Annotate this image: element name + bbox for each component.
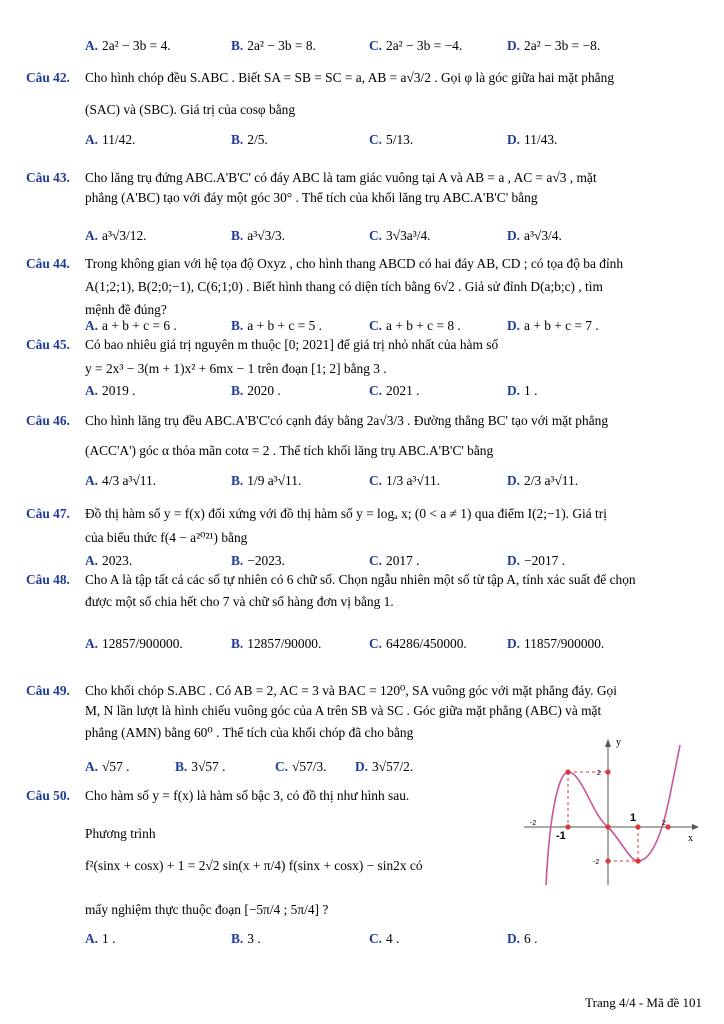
option-d: a + b + c = 7 . bbox=[524, 318, 599, 333]
option-c: 1/3 a³√11. bbox=[386, 473, 441, 488]
question-text: phẳng (AMN) bằng 60⁰ . Thể tích của khối chóp đã cho bằng bbox=[85, 725, 414, 740]
question-text: Cho khối chóp S.ABC . Có AB = 2, AC = 3 và BAC = 120⁰, SA vuông góc với mặt phẳng đáy. Gọi bbox=[85, 683, 617, 698]
question-label: Câu 44. bbox=[26, 256, 70, 271]
question-text: A(1;2;1), B(2;0;−1), C(6;1;0) . Biết hình thang có diện tích bằng 6√2 . Giả sử đỉnh D(a;b;c) , tìm bbox=[85, 279, 603, 294]
option-b: −2023. bbox=[247, 553, 285, 568]
option-d: 2/3 a³√11. bbox=[524, 473, 579, 488]
question-label: Câu 43. bbox=[26, 170, 70, 185]
tick-x-2: 2 bbox=[662, 820, 666, 827]
option-c: a + b + c = 8 . bbox=[386, 318, 461, 333]
option-b: 3 . bbox=[247, 931, 261, 946]
tick-y-2: 2 bbox=[597, 770, 601, 777]
question-label: Câu 45. bbox=[26, 337, 70, 352]
top-option-a: 2a² − 3b = 4. bbox=[102, 38, 171, 53]
graph-point bbox=[605, 769, 610, 774]
option-d: −2017 . bbox=[524, 553, 566, 568]
question-label: Câu 47. bbox=[26, 506, 70, 521]
answer-options: A. 2019 . B. 2020 . C. 2021 . D. 1 . bbox=[85, 383, 538, 398]
option-b: 2/5. bbox=[247, 132, 268, 147]
option-c: 5/13. bbox=[386, 132, 414, 147]
question-43 bbox=[26, 170, 704, 260]
option-d: a³√3/4. bbox=[524, 228, 562, 243]
question-text: Cho hình lăng trụ đều ABC.A'B'C'có cạnh đáy bằng 2a√3/3 . Đường thẳng BC' tạo với mặt phẳng bbox=[85, 413, 609, 428]
answer-options: A. √57 . B. 3√57 . C. √57/3. D. 3√57/2. bbox=[85, 759, 414, 774]
question-46 bbox=[26, 413, 704, 503]
option-a: 4/3 a³√11. bbox=[102, 473, 157, 488]
question-text: Đồ thị hàm số y = f(x) đối xứng với đồ thị hàm số y = logₐ x; (0 < a ≠ 1) qua điểm I(2;−1). Giá trị bbox=[85, 506, 607, 521]
question-44 bbox=[26, 256, 704, 336]
question-42 bbox=[26, 70, 704, 170]
tick-x-minus-2: -2 bbox=[530, 820, 537, 827]
graph-point bbox=[605, 858, 610, 863]
option-d: 1 . bbox=[524, 383, 538, 398]
graph-point bbox=[635, 824, 640, 829]
answer-options: A. a + b + c = 6 . B. a + b + c = 5 . C. a + b + c = 8 . D. a + b + c = 7 . bbox=[85, 318, 599, 333]
option-a: 11/42. bbox=[102, 132, 136, 147]
question-50 bbox=[26, 788, 538, 953]
top-option-d: 2a² − 3b = −8. bbox=[524, 38, 601, 53]
x-axis-label: x bbox=[688, 833, 693, 844]
question-text: Cho lăng trụ đứng ABC.A'B'C' có đáy ABC là tam giác vuông tại A và AB = a , AC = a√3 , mặt bbox=[85, 170, 597, 185]
question-text: Phương trình bbox=[85, 826, 156, 841]
option-a: 2019 . bbox=[102, 383, 136, 398]
option-a: 2023. bbox=[102, 553, 133, 568]
cubic-curve bbox=[546, 745, 680, 885]
graph-point bbox=[565, 824, 570, 829]
label-minus-one: -1 bbox=[556, 830, 566, 842]
cubic-graph bbox=[520, 735, 704, 895]
top-option-c: 2a² − 3b = −4. bbox=[386, 38, 463, 53]
option-b: 2020 . bbox=[247, 383, 281, 398]
option-c: √57/3. bbox=[292, 759, 327, 774]
label-one: 1 bbox=[630, 812, 637, 824]
question-text: Cho hình chóp đều S.ABC . Biết SA = SB = SC = a, AB = a√3/2 . Gọi φ là góc giữa hai mặt phẳng bbox=[85, 70, 615, 85]
option-c: 3√3a³/4. bbox=[386, 228, 431, 243]
option-c: 64286/450000. bbox=[386, 636, 467, 651]
answer-options: A. 12857/900000. B. 12857/90000. C. 64286/450000. D. 11857/900000. bbox=[85, 636, 605, 651]
option-b: 1/9 a³√11. bbox=[247, 473, 302, 488]
answer-options: A. a³√3/12. B. a³√3/3. C. 3√3a³/4. D. a³√3/4. bbox=[85, 228, 562, 243]
question-text: (ACC'A') góc α thỏa mãn cotα = 2 . Thể tích khối lăng trụ ABC.A'B'C' bằng bbox=[85, 443, 494, 458]
question-text: mệnh đề đúng? bbox=[85, 302, 167, 317]
question-text: Trong không gian với hệ tọa độ Oxyz , cho hình thang ABCD có hai đáy AB, CD ; có tọa độ ba đỉnh bbox=[85, 256, 624, 271]
option-b: 3√57 . bbox=[191, 759, 226, 774]
option-a: 1 . bbox=[102, 931, 116, 946]
y-axis-arrow-icon bbox=[605, 739, 611, 747]
graph-point bbox=[565, 769, 570, 774]
question-text: phẳng (A'BC) tạo với đáy một góc 30° . Thể tích của khối lăng trụ ABC.A'B'C' bằng bbox=[85, 190, 538, 205]
question-text: M, N lần lượt là hình chiếu vuông góc của A trên SB và SC . Góc giữa mặt phẳng (ABC) và mặt bbox=[85, 703, 602, 718]
graph-point bbox=[665, 824, 670, 829]
page-footer: Trang 4/4 - Mã đề 101 bbox=[585, 994, 702, 1010]
option-c: 2021 . bbox=[386, 383, 420, 398]
graph-point bbox=[605, 824, 610, 829]
question-text: y = 2x³ − 3(m + 1)x² + 6mx − 1 trên đoạn [1; 2] bằng 3 . bbox=[85, 361, 387, 376]
option-c: 2017 . bbox=[386, 553, 420, 568]
option-d: 11857/900000. bbox=[524, 636, 605, 651]
question-47 bbox=[26, 506, 704, 571]
question-text: Cho A là tập tất cả các số tự nhiên có 6 chữ số. Chọn ngẫu nhiên một số từ tập A, tính xác suất để chọn bbox=[85, 572, 636, 587]
option-a: a + b + c = 6 . bbox=[102, 318, 177, 333]
option-a: 12857/900000. bbox=[102, 636, 183, 651]
option-b: 12857/90000. bbox=[247, 636, 322, 651]
question-text: của biểu thức f(4 − a²⁰²¹) bằng bbox=[85, 530, 248, 545]
question-label: Câu 48. bbox=[26, 572, 70, 587]
option-d: 6 . bbox=[524, 931, 538, 946]
y-axis-label: y bbox=[616, 737, 621, 748]
top-options: A. 2a² − 3b = 4. B. 2a² − 3b = 8. C. 2a² − 3b = −4. D. 2a² − 3b = −8. bbox=[85, 38, 601, 53]
graph-point bbox=[635, 858, 640, 863]
question-label: Câu 49. bbox=[26, 683, 70, 698]
question-48 bbox=[26, 572, 704, 672]
x-axis-arrow-icon bbox=[692, 824, 699, 830]
question-45 bbox=[26, 337, 704, 402]
option-b: a³√3/3. bbox=[247, 228, 286, 243]
tick-y-minus-2: -2 bbox=[593, 859, 600, 866]
answer-options: A. 2023. B. −2023. C. 2017 . D. −2017 . bbox=[85, 553, 566, 568]
question-text: mấy nghiệm thực thuộc đoạn [−5π/4 ; 5π/4] ? bbox=[85, 902, 329, 917]
option-d: 11/43. bbox=[524, 132, 558, 147]
question-label: Câu 46. bbox=[26, 413, 70, 428]
question-text: (SAC) và (SBC). Giá trị của cosφ bằng bbox=[85, 102, 296, 117]
top-option-b: 2a² − 3b = 8. bbox=[247, 38, 316, 53]
option-c: 4 . bbox=[386, 931, 400, 946]
answer-options: A. 1 . B. 3 . C. 4 . D. 6 . bbox=[85, 931, 538, 946]
question-text: Có bao nhiêu giá trị nguyên m thuộc [0; 2021] để giá trị nhỏ nhất của hàm số bbox=[85, 337, 499, 352]
answer-options: A. 4/3 a³√11. B. 1/9 a³√11. C. 1/3 a³√11. D. 2/3 a³√11. bbox=[85, 473, 579, 488]
option-b: a + b + c = 5 . bbox=[247, 318, 322, 333]
option-d: 3√57/2. bbox=[372, 759, 414, 774]
question-label: Câu 42. bbox=[26, 70, 70, 85]
question-text: f²(sinx + cosx) + 1 = 2√2 sin(x + π/4) f(sinx + cosx) − sin2x có bbox=[85, 858, 423, 873]
option-a: a³√3/12. bbox=[102, 228, 147, 243]
option-a: √57 . bbox=[102, 759, 130, 774]
question-text: Cho hàm số y = f(x) là hàm số bậc 3, có đồ thị như hình sau. bbox=[85, 788, 410, 803]
question-text: được một số chia hết cho 7 và chữ số hàng đơn vị bằng 1. bbox=[85, 594, 394, 609]
answer-options: A. 11/42. B. 2/5. C. 5/13. D. 11/43. bbox=[85, 132, 558, 147]
question-label: Câu 50. bbox=[26, 788, 70, 803]
